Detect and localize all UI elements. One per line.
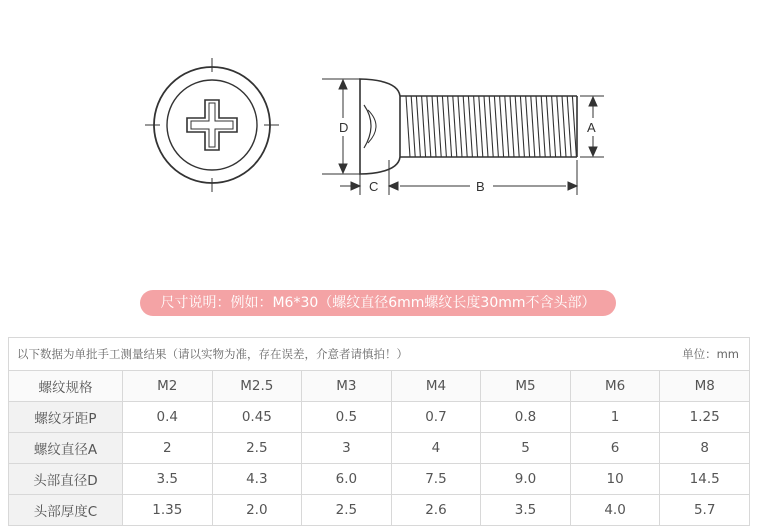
header-cell: M2 [123, 371, 213, 402]
thread-line [567, 96, 571, 157]
spec-table-container [8, 337, 750, 526]
table-cell: 0.5 [302, 402, 392, 433]
thread-line [494, 96, 498, 157]
thread-line [463, 96, 467, 157]
table-cell: 4.3 [212, 464, 302, 495]
table-header-row [9, 371, 750, 402]
table-cell: 9.0 [481, 464, 571, 495]
table-cell: 2.5 [212, 433, 302, 464]
thread-line [484, 96, 488, 157]
row-label: 螺纹直径A [9, 433, 123, 464]
table-cell: 4.0 [570, 495, 660, 526]
measurement-note: 以下数据为单批手工测量结果（请以实物为准，存在误差，介意者请慎拍！） [9, 338, 571, 371]
thread-line [474, 96, 478, 157]
thread-line [520, 96, 524, 157]
thread-line [422, 96, 426, 157]
thread-line [500, 96, 504, 157]
table-cell: 5.7 [660, 495, 750, 526]
thread-line [562, 96, 566, 157]
thread-line [552, 96, 556, 157]
thread-line [526, 96, 530, 157]
table-row [9, 464, 750, 495]
dimension-label-c: C [369, 179, 379, 194]
thread-line [427, 96, 431, 157]
thread-line [541, 96, 545, 157]
table-cell: 14.5 [660, 464, 750, 495]
thread-line [531, 96, 535, 157]
table-cell: 2.6 [391, 495, 481, 526]
table-cell: 2.5 [302, 495, 392, 526]
screw-side-view [360, 79, 577, 174]
thread-line [557, 96, 561, 157]
table-cell: 1 [570, 402, 660, 433]
table-cell: 6 [570, 433, 660, 464]
table-row [9, 402, 750, 433]
thread-line [479, 96, 483, 157]
header-label: 螺纹规格 [9, 371, 123, 402]
table-cell: 6.0 [302, 464, 392, 495]
thread-line [458, 96, 462, 157]
size-explanation-banner: 尺寸说明：例如：M6*30（螺纹直径6mm螺纹长度30mm不含头部） [140, 290, 616, 316]
thread-line [416, 96, 420, 157]
thread-line [406, 96, 410, 157]
table-cell: 0.4 [123, 402, 213, 433]
table-cell: 5 [481, 433, 571, 464]
table-cell: 10 [570, 464, 660, 495]
table-row [9, 495, 750, 526]
thread-line [489, 96, 493, 157]
table-cell: 0.8 [481, 402, 571, 433]
head-top-view [145, 58, 279, 192]
thread-line [536, 96, 540, 157]
thread-line [448, 96, 452, 157]
table-cell: 7.5 [391, 464, 481, 495]
table-cell: 1.35 [123, 495, 213, 526]
row-label: 头部直径D [9, 464, 123, 495]
table-cell: 2.0 [212, 495, 302, 526]
row-label: 头部厚度C [9, 495, 123, 526]
table-cell: 8 [660, 433, 750, 464]
table-note-row [9, 338, 750, 371]
unit-label: 单位：mm [570, 338, 749, 371]
dimension-label-a: A [587, 120, 596, 135]
table-cell: 2 [123, 433, 213, 464]
table-cell: 3.5 [123, 464, 213, 495]
spec-table [8, 337, 750, 526]
table-cell: 4 [391, 433, 481, 464]
thread-line [432, 96, 436, 157]
table-cell: 1.25 [660, 402, 750, 433]
header-cell: M3 [302, 371, 392, 402]
table-cell: 3 [302, 433, 392, 464]
thread-line [411, 96, 415, 157]
header-cell: M6 [570, 371, 660, 402]
header-cell: M8 [660, 371, 750, 402]
thread-line [442, 96, 446, 157]
dimension-label-b: B [476, 179, 485, 194]
table-cell: 0.45 [212, 402, 302, 433]
thread-line [515, 96, 519, 157]
table-row [9, 433, 750, 464]
thread-line [572, 96, 576, 157]
thread-line [453, 96, 457, 157]
header-cell: M4 [391, 371, 481, 402]
table-cell: 0.7 [391, 402, 481, 433]
header-cell: M5 [481, 371, 571, 402]
table-cell: 3.5 [481, 495, 571, 526]
row-label: 螺纹牙距P [9, 402, 123, 433]
header-cell: M2.5 [212, 371, 302, 402]
thread-line [437, 96, 441, 157]
thread-line [546, 96, 550, 157]
thread-line [510, 96, 514, 157]
thread-line [468, 96, 472, 157]
thread-line [505, 96, 509, 157]
dimension-label-d: D [339, 120, 349, 135]
